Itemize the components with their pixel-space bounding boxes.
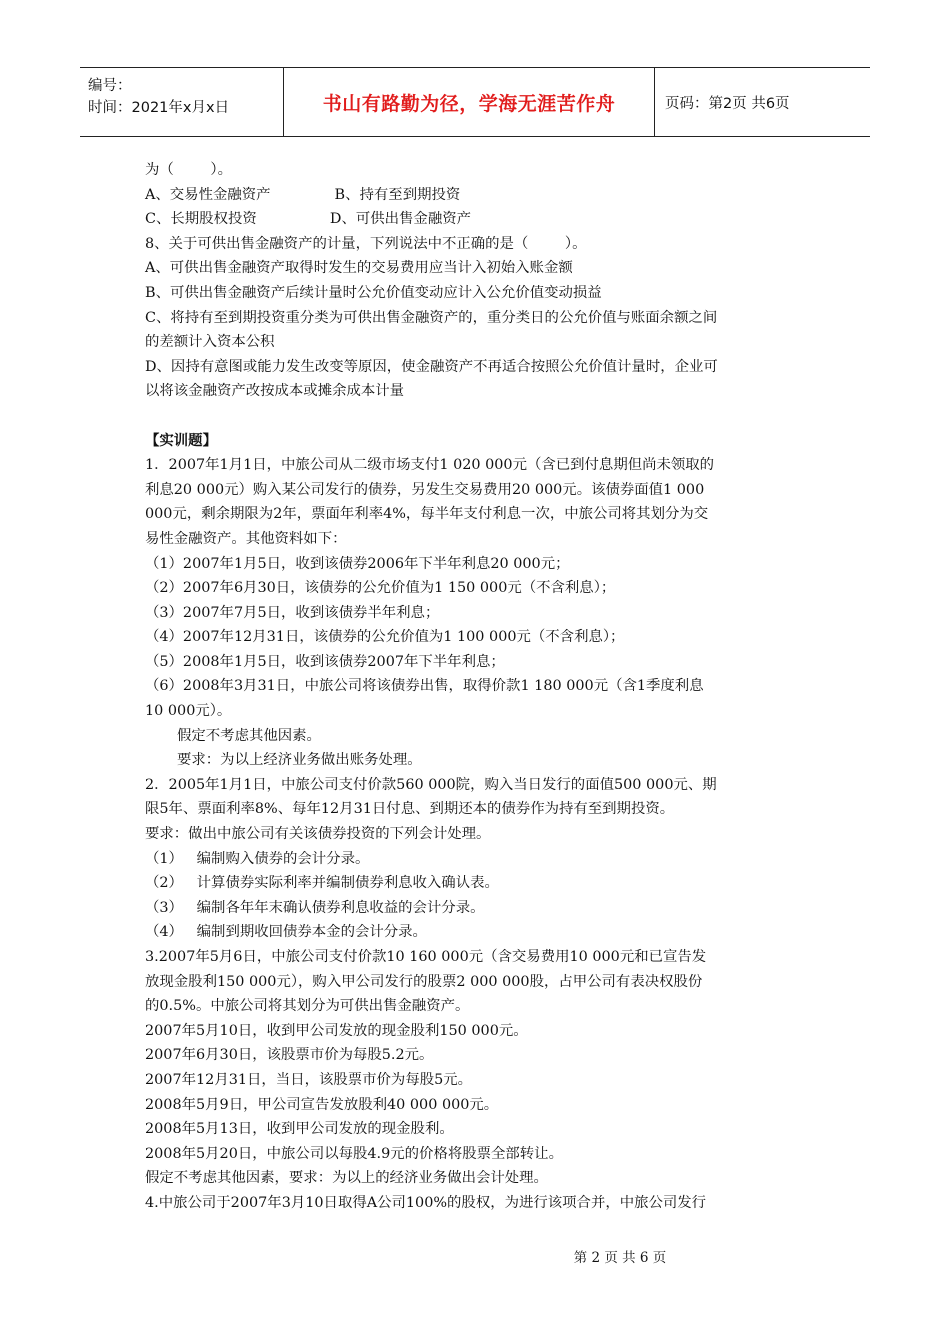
text-line: C、长期股权投资 D、可供出售金融资产 [145, 211, 471, 228]
header-motto: 书山有路勤为径，学海无涯苦作舟 [322, 92, 616, 115]
blank-line [145, 404, 815, 429]
page-footer: 第 2 页 共 6 页 [573, 1250, 667, 1266]
exercise-3: 3.2007年5月6日，中旅公司支付价款10 160 000元（含交易费用10 000元和已宣告发 [145, 949, 707, 965]
text-line: 10 000元）。 [145, 703, 232, 720]
text-line: 易性金融资产。其他资料如下： [145, 530, 347, 547]
requirement-line: 要求：为以上经济业务做出账务处理。 [177, 752, 422, 769]
section-heading: 【实训题】 [145, 432, 217, 449]
list-item: （4）2007年12月31日，该债券的公允价值为1 100 000元（不含利息）； [145, 629, 625, 646]
text-line: 放现金股利150 000元），购入甲公司发行的股票2 000 000股，占甲公司有表决权股份 [145, 973, 703, 990]
text-line: 限5年、票面利率8%、每年12月31日付息、到期还本的债券作为持有至到期投资。 [145, 801, 675, 818]
text-line: 2008年5月20日，中旅公司以每股4.9元的价格将股票全部转让。 [145, 1145, 563, 1162]
list-item: （1）2007年1月5日，收到该债券2006年下半年利息20 000元； [145, 555, 570, 572]
list-item: （2）2007年6月30日，该债券的公允价值为1 150 000元（不含利息）； [145, 580, 616, 597]
text-line: 的差额计入资本公积 [145, 334, 275, 351]
text-line: 2007年6月30日，该股票市价为每股5.2元。 [145, 1047, 434, 1064]
option-a: A、可供出售金融资产取得时发生的交易费用应当计入初始入账金额 [145, 260, 573, 277]
header-page-code: 页码：第2页 共6页 [665, 95, 790, 112]
option-d: D、因持有意图或能力发生改变等原因，使金融资产不再适合按照公允价值计量时，企业可 [145, 358, 718, 375]
exercise-1: 1．2007年1月1日，中旅公司从二级市场支付1 020 000元（含已到付息期但尚未领取的 [145, 457, 715, 474]
text-line: 以将该金融资产改按成本或摊余成本计量 [145, 383, 405, 400]
text-line: 000元，剩余期限为2年，票面年利率4%，每半年支付利息一次，中旅公司将其划分为交 [145, 506, 709, 523]
document-time-label: 时间：2021年x月x日 [88, 100, 230, 116]
text-line: 利息20 000元）购入某公司发行的债券，另发生交易费用20 000元。该债券面值1 000 [145, 481, 705, 498]
requirement-line: 要求：做出中旅公司有关该债券投资的下列会计处理。 [145, 826, 491, 843]
option-c: C、将持有至到期投资重分类为可供出售金融资产的，重分类日的公允价值与账面余额之间 [145, 309, 718, 326]
text-line: 假定不考虑其他因素。 [177, 727, 321, 744]
list-item: （5）2008年1月5日，收到该债券2007年下半年利息； [145, 653, 505, 670]
header-motto-cell [284, 68, 655, 136]
question-8: 8、关于可供出售金融资产的计量，下列说法中不正确的是（ ）。 [145, 235, 587, 252]
list-item: （3） 编制各年年末确认债券利息收益的会计分录。 [145, 899, 485, 916]
document-body [145, 158, 815, 1216]
requirement-line: 假定不考虑其他因素，要求：为以上的经济业务做出会计处理。 [145, 1170, 548, 1187]
exercise-4: 4.中旅公司于2007年3月10日取得A公司100%的股权，为进行该项合并，中旅公司发行 [145, 1194, 707, 1211]
text-line: 为（ ）。 [145, 162, 232, 178]
page-header [80, 67, 870, 137]
text-line: 2007年12月31日，当日，该股票市价为每股5元。 [145, 1071, 473, 1088]
document-number-label: 编号： [88, 78, 132, 94]
option-b: B、可供出售金融资产后续计量时公允价值变动应计入公允价值变动损益 [145, 284, 602, 301]
text-line: 2008年5月13日，收到甲公司发放的现金股利。 [145, 1121, 454, 1138]
exercise-2: 2．2005年1月1日，中旅公司支付价款560 000院，购入当日发行的面值500 000元、期 [145, 776, 717, 793]
text-line: A、交易性金融资产 B、持有至到期投资 [145, 186, 461, 203]
list-item: （6）2008年3月31日，中旅公司将该债券出售，取得价款1 180 000元（含1季度利息 [145, 678, 704, 695]
text-line: 的0.5%。中旅公司将其划分为可供出售金融资产。 [145, 998, 470, 1015]
header-page-cell [655, 68, 870, 136]
list-item: （1） 编制购入债券的会计分录。 [145, 850, 370, 867]
text-line: 2008年5月9日，甲公司宣告发放股利40 000 000元。 [145, 1096, 499, 1113]
list-item: （4） 编制到期收回债券本金的会计分录。 [145, 924, 427, 941]
list-item: （3）2007年7月5日，收到该债券半年利息； [145, 604, 440, 621]
list-item: （2） 计算债券实际利率并编制债券利息收入确认表。 [145, 875, 499, 892]
header-info-cell [80, 68, 284, 136]
text-line: 2007年5月10日，收到甲公司发放的现金股利150 000元。 [145, 1022, 528, 1039]
